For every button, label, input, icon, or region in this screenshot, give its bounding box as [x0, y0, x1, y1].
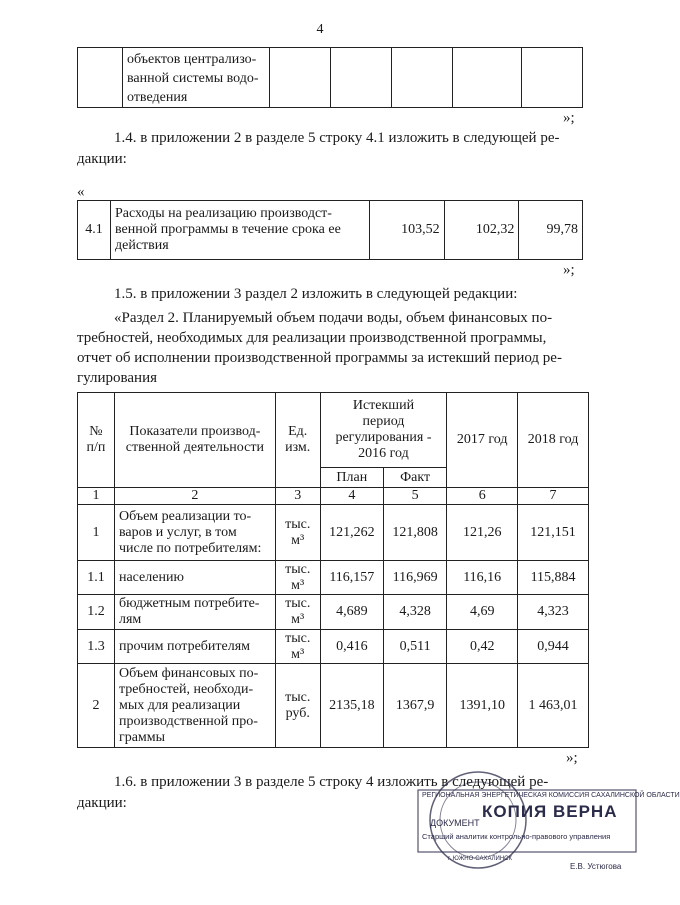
header-fact: Факт [383, 468, 446, 488]
row-4-1-table [77, 200, 583, 260]
opening-quote: « [77, 184, 85, 200]
table-row: 1.1 населению тыс. м³ 116,157 116,969 116,16 115,884 [78, 561, 589, 595]
closing-quote: »; [563, 262, 575, 278]
copy-certified-stamp [408, 770, 680, 880]
top-table-text-cell: объектов централизо- ванной системы водо- отведения [123, 48, 270, 108]
table-row: 1 Объем реализации то- варов и услуг, в том числе по потребителям: тыс. м³ 121,262 121,808 121,26 121,151 [78, 505, 589, 561]
closing-quote: »; [563, 110, 575, 126]
section-2-heading: «Раздел 2. Планируемый объем подачи воды, объем финансовых по- требностей, необходимых для реализации производственной программы, отчет об исполнении производственной программы за истекший период ре- гулирования [77, 310, 562, 386]
header-2017: 2017 год [447, 393, 518, 488]
row-number: 4.1 [78, 201, 111, 260]
stamp-doc-label: ДОКУМЕНТ [430, 818, 480, 828]
production-program-table [77, 392, 589, 748]
item-1-4: 1.4. в приложении 2 в разделе 5 строку 4.1 изложить в следующей ре- дакции: [77, 130, 560, 167]
header-2018: 2018 год [518, 393, 589, 488]
table-row: 1.2 бюджетным потребите- лям тыс. м³ 4,689 4,328 4,69 4,323 [78, 595, 589, 630]
row-description: Расходы на реализацию производст- венной программы в течение срока ее действия [111, 201, 370, 260]
item-1-5: 1.5. в приложении 3 раздел 2 изложить в следующей редакции: [114, 286, 518, 302]
header-num: № п/п [78, 393, 115, 488]
table-row: 2 Объем финансовых по- требностей, необходи- мых для реализации производственной про- граммы тыс. руб. 2135,18 1367,9 1391,10 1 463,01 [78, 664, 589, 748]
page-number: 4 [316, 22, 324, 37]
stamp-signatory: Е.В. Устюгова [570, 862, 622, 871]
header-past-period: Истекший период регулирования - 2016 год [320, 393, 447, 468]
top-table-fragment [77, 47, 583, 108]
header-plan: План [320, 468, 383, 488]
stamp-org: РЕГИОНАЛЬНАЯ ЭНЕРГЕТИЧЕСКАЯ КОМИССИЯ САХАЛИНСКОЙ ОБЛАСТИ [422, 792, 680, 799]
row-value-3: 99,78 [519, 201, 583, 260]
table-row: 1.3 прочим потребителям тыс. м³ 0,416 0,511 0,42 0,944 [78, 630, 589, 664]
header-indicator: Показатели производ- ственной деятельности [114, 393, 275, 488]
row-value-1: 103,52 [370, 201, 445, 260]
stamp-title: КОПИЯ ВЕРНА [482, 802, 618, 821]
header-unit: Ед. изм. [275, 393, 320, 488]
stamp-city: г. ЮЖНО-САХАЛИНСК [448, 856, 513, 862]
item-1-6: 1.6. в приложении 3 в разделе 5 строку 4 изложить в следующей ре- дакции: [77, 774, 549, 811]
row-value-2: 102,32 [444, 201, 519, 260]
column-numbers-row: 1 2 3 4 5 6 7 [78, 488, 589, 505]
closing-quote: »; [566, 750, 578, 766]
stamp-position: Старший аналитик контрольно-правового управления [422, 832, 611, 841]
